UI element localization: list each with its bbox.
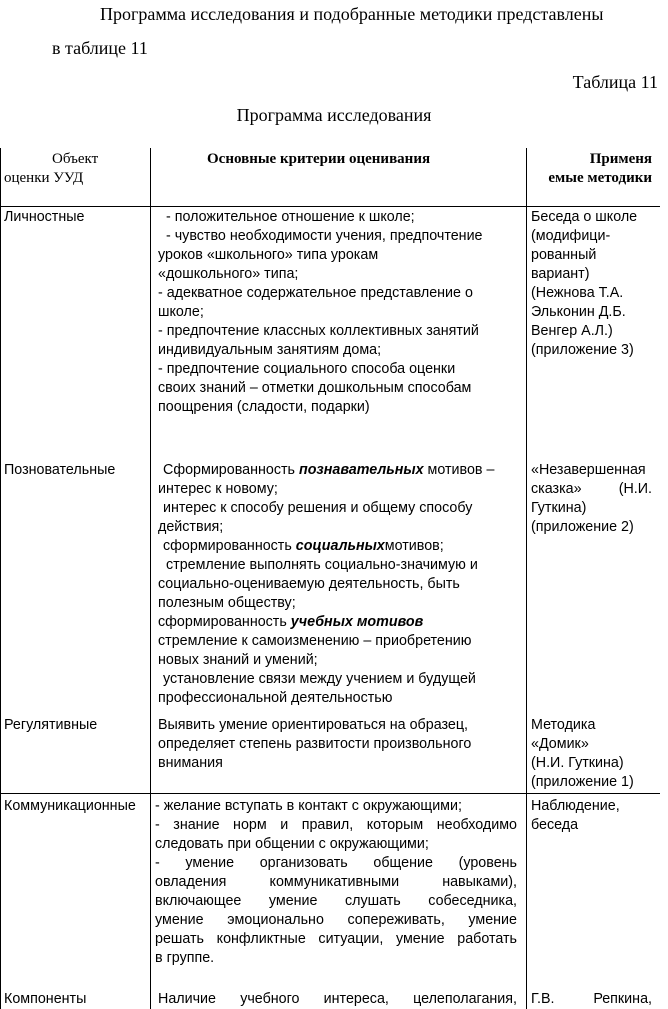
criteria-line: умение эмоционально сопереживать, умение <box>155 912 517 928</box>
table-title: Программа исследования <box>236 105 432 125</box>
criteria-emphasis: социальных <box>295 538 385 554</box>
intro-line-1: Программа исследования и подобранные методики представлены <box>100 4 604 24</box>
method-line: Эльконин Д.Б. <box>531 304 626 320</box>
criteria-line: внимания <box>158 755 223 771</box>
intro-line-2: в таблице 11 <box>52 38 148 58</box>
header-methods-line-1: Применя <box>589 151 652 167</box>
method-line: вариант) <box>531 266 590 282</box>
criteria-line: индивидуальным занятиям дома; <box>158 342 382 358</box>
row-cognitive-methods <box>531 461 652 537</box>
method-text: сказка» <box>531 481 582 497</box>
method-line: Наблюдение, <box>531 798 620 814</box>
criteria-line <box>158 537 494 556</box>
criteria-line: социально-оцениваемую деятельность, быть <box>158 576 460 592</box>
criteria-line: действия; <box>158 519 224 535</box>
criteria-text: сформированность <box>158 614 287 630</box>
row-regulatory-criteria <box>158 716 471 773</box>
criteria-line: «дошкольного» типа; <box>158 266 299 282</box>
method-line: (Нежнова Т.А. <box>531 285 624 301</box>
criteria-emphasis: учебных мотивов <box>290 614 424 630</box>
row-communicative-name: Коммуникационные <box>4 798 136 814</box>
criteria-line: - желание вступать в контакт с окружающими; <box>155 798 462 814</box>
method-line: беседа <box>531 817 579 833</box>
criteria-line: интерес к новому; <box>158 481 278 497</box>
criteria-text: Сформированность <box>163 462 295 478</box>
row-divider <box>0 793 660 794</box>
method-line: Беседа о школе <box>531 209 638 225</box>
criteria-line: определяет степень развитости произвольного <box>158 736 472 752</box>
row-communicative-criteria <box>155 797 517 968</box>
method-text: Г.В. <box>531 991 555 1007</box>
criteria-line: овладения коммуникативными навыками), <box>155 874 517 890</box>
method-line: (приложение 2) <box>531 519 634 535</box>
criteria-line <box>158 461 494 480</box>
row-communicative-methods <box>531 797 620 835</box>
criteria-line: профессиональной деятельностью <box>158 690 393 706</box>
header-divider <box>0 206 660 207</box>
header-criteria: Основные критерии оценивания <box>207 151 431 167</box>
row-personal-criteria <box>158 208 483 417</box>
criteria-line: - умение организовать общение (уровень <box>155 855 517 871</box>
criteria-line: поощрения (сладости, подарки) <box>158 399 370 415</box>
criteria-line: школе; <box>158 304 204 320</box>
row-cognitive-criteria <box>158 461 494 708</box>
row-personal-methods <box>531 208 637 360</box>
criteria-text: сформированность <box>163 538 292 554</box>
criteria-line: новых знаний и умений; <box>158 652 318 668</box>
criteria-line: включающее умение слушать собеседника, <box>155 893 517 909</box>
criteria-line: - положительное отношение к школе; <box>166 209 415 225</box>
row-regulatory-name: Регулятивные <box>4 717 98 733</box>
header-object-line-1: Объект <box>52 151 99 167</box>
criteria-line: следовать при общении с окружающими; <box>155 836 429 852</box>
column-divider-2 <box>526 148 527 1009</box>
column-divider-1 <box>150 148 151 1009</box>
criteria-line: решать конфликтные ситуации, умение работать <box>155 931 517 947</box>
criteria-line: - знание норм и правил, которым необходимо <box>155 817 517 833</box>
criteria-line: полезным обществу; <box>158 595 296 611</box>
criteria-line: своих знаний – отметки дошкольным способам <box>158 380 472 396</box>
method-line: Методика <box>531 717 596 733</box>
method-line: Гуткина) <box>531 500 587 516</box>
method-line: (приложение 3) <box>531 342 634 358</box>
criteria-line: - предпочтение социального способа оценки <box>158 361 456 377</box>
method-line: «Домик» <box>531 736 589 752</box>
criteria-line: - адекватное содержательное представление о <box>158 285 473 301</box>
table-border-left <box>0 148 1 1009</box>
criteria-text: мотивов; <box>384 538 444 554</box>
method-line: (модифици- <box>531 228 611 244</box>
criteria-line: в группе. <box>155 950 215 966</box>
criteria-line: Выявить умение ориентироваться на образец, <box>158 717 468 733</box>
criteria-emphasis: познавательных <box>298 462 424 478</box>
method-line: рованный <box>531 247 597 263</box>
method-text: Репкина, <box>593 991 652 1007</box>
row-regulatory-methods <box>531 716 634 792</box>
table-number: Таблица 11 <box>572 72 658 92</box>
criteria-line: - предпочтение классных коллективных занятий <box>158 323 479 339</box>
method-line: (Н.И. Гуткина) <box>531 755 624 771</box>
method-line: (приложение 1) <box>531 774 634 790</box>
criteria-line: стремление выполнять социально-значимую и <box>166 557 478 573</box>
criteria-text: мотивов – <box>427 462 495 478</box>
method-line: «Незавершенная <box>531 462 646 478</box>
method-line: Венгер А.Л.) <box>531 323 613 339</box>
row-cognitive-name: Позновательные <box>4 462 116 478</box>
header-object-line-2: оценки УУД <box>4 170 84 186</box>
row-personal-name: Личностные <box>4 209 85 225</box>
method-text: (Н.И. <box>618 481 652 497</box>
row-components-name: Компоненты <box>4 991 87 1007</box>
criteria-line: - чувство необходимости учения, предпочтение <box>166 228 483 244</box>
criteria-line <box>158 613 494 632</box>
criteria-line: стремление к самоизменению – приобретению <box>158 633 472 649</box>
row-components-methods <box>531 990 652 1009</box>
criteria-line: уроков «школьного» типа урокам <box>158 247 379 263</box>
criteria-line: установление связи между учением и будущей <box>163 671 476 687</box>
criteria-line: интерес к способу решения и общему способу <box>163 500 473 516</box>
row-components-criteria: Наличие учебного интереса, целеполагания, <box>158 991 517 1007</box>
method-line <box>531 480 652 499</box>
header-methods-line-2: емые методики <box>548 170 652 186</box>
